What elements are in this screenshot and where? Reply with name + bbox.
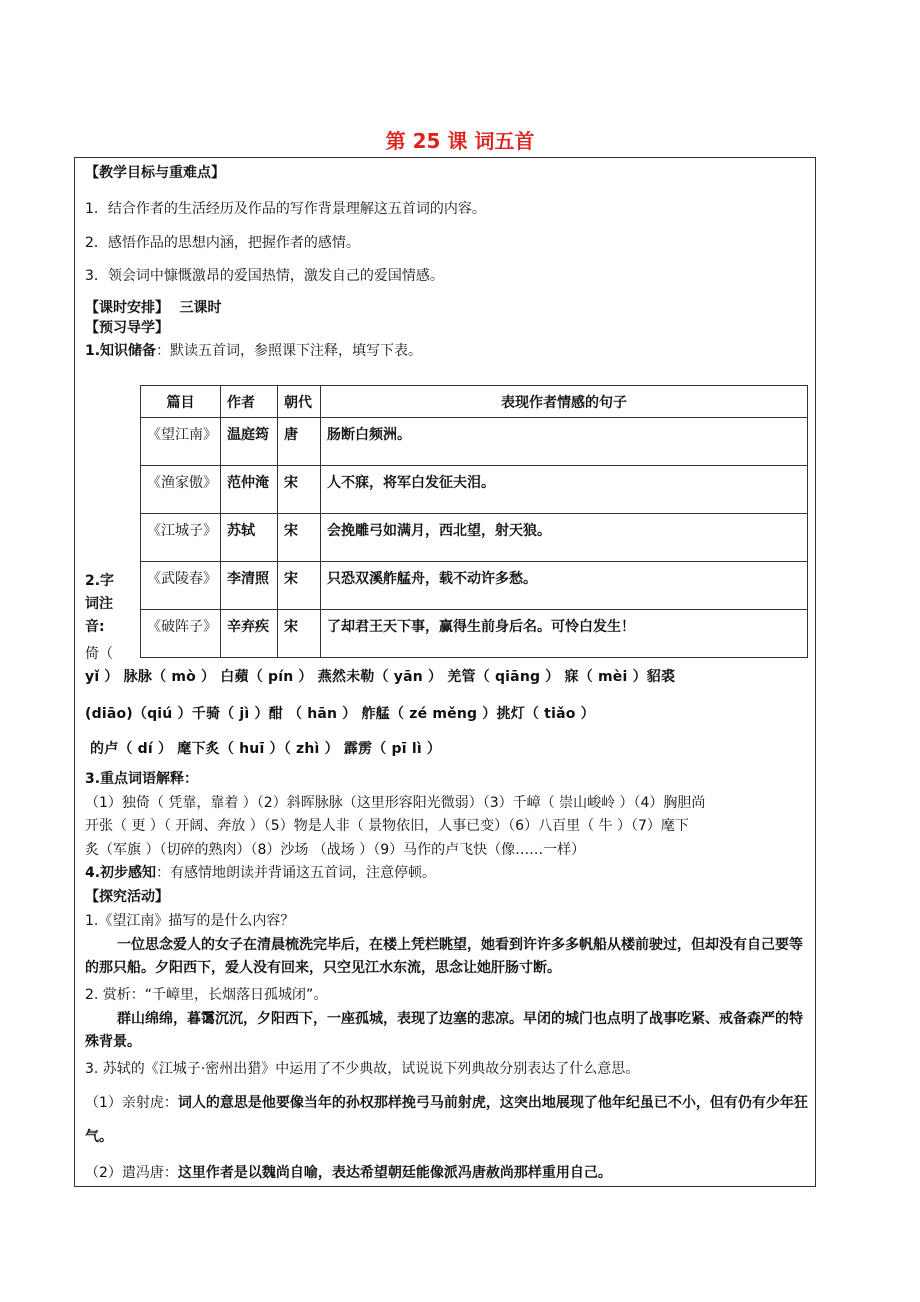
question-3: 3. 苏轼的《江城子·密州出猎》中运用了不少典故，试说说下列典故分别表达了什么意思。 bbox=[85, 1061, 640, 1077]
cell-author: 苏轼 bbox=[221, 514, 278, 562]
cell-title: 《江城子》 bbox=[141, 514, 221, 562]
cell-dynasty: 宋 bbox=[278, 562, 321, 610]
goal-item: 2．感悟作品的思想内涵，把握作者的感情。 bbox=[85, 235, 360, 251]
k3-line: 开张（ 更 ）（ 开阔、奔放 ）（5）物是人非（ 景物依旧，人事已变）（6）八百里（ 牛 ）（7）麾下 bbox=[85, 818, 689, 834]
page-title: 第 25 课 词五首 bbox=[385, 129, 535, 153]
a3-1-text: 词人的意思是他要像当年的孙权那样挽弓马前射虎，这突出地展现了他年纪虽已不小，但有仍有少年狂气。 bbox=[85, 1095, 808, 1145]
cell-sentence: 会挽雕弓如满月，西北望，射天狼。 bbox=[321, 514, 808, 562]
cell-dynasty: 宋 bbox=[278, 514, 321, 562]
cell-dynasty: 宋 bbox=[278, 610, 321, 658]
cell-dynasty: 宋 bbox=[278, 466, 321, 514]
question-2: 2. 赏析：“千嶂里，长烟落日孤城闭”。 bbox=[85, 987, 328, 1003]
preview-header: 【预习导学】 bbox=[85, 320, 169, 336]
a3-1-label: （1）亲射虎： bbox=[85, 1095, 178, 1111]
schedule bbox=[85, 298, 221, 318]
k4-label: 4.初步感知 bbox=[85, 865, 157, 881]
k1-label: 1.知识储备 bbox=[85, 343, 157, 359]
goals-header: 【教学目标与重难点】 bbox=[85, 165, 225, 181]
works-table bbox=[140, 385, 808, 658]
th-author: 作者 bbox=[221, 386, 278, 418]
k3-line: （1）独倚（ 凭靠，靠着 ）（2）斜晖脉脉（这里形容阳光微弱）（3）千嶂（ 崇山峻岭 ）（4）胸胆尚 bbox=[85, 795, 706, 811]
question-1: 1.《望江南》描写的是什么内容？ bbox=[85, 913, 295, 929]
explore-header: 【探究活动】 bbox=[85, 889, 169, 905]
cell-author: 温庭筠 bbox=[221, 418, 278, 466]
table-row bbox=[141, 466, 808, 514]
k1-text: ：默读五首词，参照课下注释，填写下表。 bbox=[156, 343, 423, 359]
table-row bbox=[141, 514, 808, 562]
table-row bbox=[141, 562, 808, 610]
cell-title: 《望江南》 bbox=[141, 418, 221, 466]
cell-title: 《渔家傲》 bbox=[141, 466, 221, 514]
pinyin-line: 的卢（ dí ） 麾下炙（ huī ）（ zhì ） 霹雳（ pī lì ） bbox=[90, 741, 442, 757]
answer-2: 群山绵绵，暮霭沉沉，夕阳西下，一座孤城，表现了边塞的悲凉。早闭的城门也点明了战事吃紧、戒备森严的特殊背景。 bbox=[85, 1011, 803, 1050]
table-row bbox=[141, 610, 808, 658]
th-title: 篇目 bbox=[141, 386, 221, 418]
k4-text: ：有感情地朗读并背诵这五首词，注意停顿。 bbox=[156, 865, 437, 881]
pinyin-line: 倚（ bbox=[85, 646, 113, 662]
k3-line: 炙（军旗 ）（切碎的熟肉）（8）沙场 （战场 ）（9）马作的卢飞快（像……一样） bbox=[85, 842, 586, 858]
answer-3-1 bbox=[85, 1086, 810, 1154]
cell-author: 辛弃疾 bbox=[221, 610, 278, 658]
k3-label: 3.重点词语解释： bbox=[85, 771, 199, 787]
cell-author: 李清照 bbox=[221, 562, 278, 610]
k2-label: 2.字词注音: bbox=[85, 573, 115, 635]
cell-author: 范仲淹 bbox=[221, 466, 278, 514]
schedule-label: 【课时安排】 bbox=[85, 300, 169, 316]
a3-2-label: （2）遣冯唐： bbox=[85, 1165, 178, 1181]
cell-sentence: 了却君王天下事，赢得生前身后名。可怜白发生！ bbox=[321, 610, 808, 658]
schedule-value: 三课时 bbox=[179, 300, 222, 316]
pinyin-line: (diāo)（qiú ）千骑（ jì ）酣 （ hān ） 舴艋（ zé měng ）挑灯（ tiǎo ） bbox=[85, 706, 595, 722]
answer-1: 一位思念爱人的女子在清晨梳洗完毕后，在楼上凭栏眺望，她看到许许多多帆船从楼前驶过，但却没有自己要等的那只船。夕阳西下，爱人没有回来，只空见江水东流，思念让她肝肠寸断。 bbox=[85, 937, 803, 976]
th-sentence: 表现作者情感的句子 bbox=[321, 386, 808, 418]
a3-2-text: 这里作者是以魏尚自喻，表达希望朝廷能像派冯唐赦尚那样重用自己。 bbox=[177, 1165, 612, 1181]
table-header-row bbox=[141, 386, 808, 418]
th-dynasty: 朝代 bbox=[278, 386, 321, 418]
answer-3-2 bbox=[85, 1163, 612, 1183]
goal-item: 3．领会词中慷慨激昂的爱国热情，激发自己的爱国情感。 bbox=[85, 268, 444, 284]
cell-sentence: 人不寐，将军白发征夫泪。 bbox=[321, 466, 808, 514]
cell-dynasty: 唐 bbox=[278, 418, 321, 466]
knowledge-4 bbox=[85, 863, 436, 883]
cell-title: 《破阵子》 bbox=[141, 610, 221, 658]
pinyin-line: yǐ ） 脉脉（ mò ） 白蘋（ pín ） 燕然未勒（ yān ） 羌管（ qiāng ） 寐（ mèi ）貂裘 bbox=[85, 669, 676, 685]
cell-sentence: 肠断白频洲。 bbox=[321, 418, 808, 466]
cell-sentence: 只恐双溪舴艋舟，载不动许多愁。 bbox=[321, 562, 808, 610]
goal-item: 1．结合作者的生活经历及作品的写作背景理解这五首词的内容。 bbox=[85, 201, 486, 217]
table-row bbox=[141, 418, 808, 466]
knowledge-1 bbox=[85, 341, 422, 361]
cell-title: 《武陵春》 bbox=[141, 562, 221, 610]
